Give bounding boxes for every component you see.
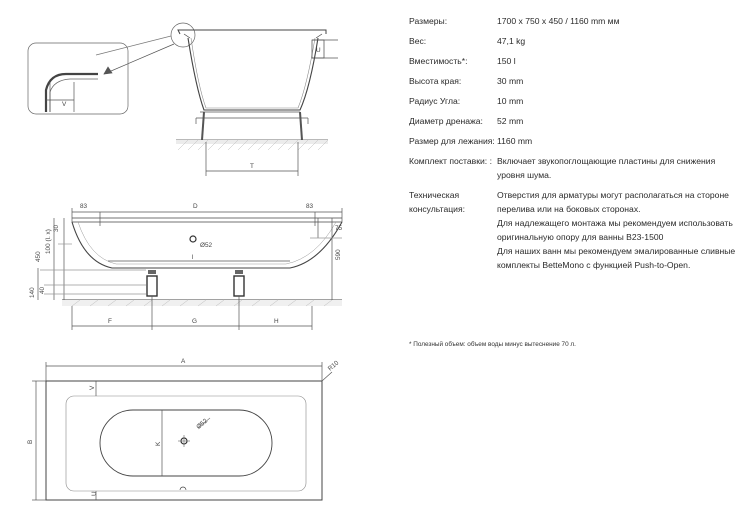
spec-value: Включает звукопоглощающие пластины для снижения уровня шума. (497, 156, 716, 180)
spec-label: Размер для лежания: (409, 136, 495, 146)
side-100-label: 100 (l. x) (45, 229, 52, 254)
side-d-label: D (193, 203, 198, 210)
spec-value: 10 mm (497, 96, 524, 106)
spec-label: Вес: (409, 36, 427, 46)
spec-row-size (409, 14, 739, 28)
spec-row-drain (409, 114, 739, 128)
side-30-label: 30 (53, 224, 60, 232)
side-83-left-label: 83 (80, 203, 88, 210)
detail-v-label: V (62, 101, 67, 108)
side-40-label: 40 (39, 286, 46, 294)
spec-row-kit (409, 154, 739, 182)
spec-label: Высота края: (409, 76, 462, 86)
top-a-label: A (181, 358, 186, 365)
top-drain-label: Ø52 (195, 417, 210, 431)
spec-value: 150 l (497, 56, 516, 66)
top-u-label: U (91, 491, 98, 496)
side-83-right-label: 83 (306, 203, 314, 210)
consult-line: Для надлежащего монтажа мы рекомендуем использовать оригинальную опору для ванны B23-1500 (497, 218, 733, 242)
spec-value: 30 mm (497, 76, 524, 86)
top-k-label: K (155, 441, 162, 446)
spec-value: 47,1 kg (497, 36, 526, 46)
side-590-label: 590 (335, 249, 342, 260)
spec-label: Техническая консультация: (409, 190, 465, 214)
spec-label: Диаметр дренажа: (409, 116, 483, 126)
side-drain-label: Ø52 (200, 242, 213, 249)
footnote: * Полезный объем: объем воды минус вытеснение 70 л. (409, 341, 576, 348)
spec-row-volume (409, 54, 739, 68)
side-h-label: H (274, 318, 279, 325)
spec-row-radius (409, 94, 739, 108)
spec-label: Комплект поставки: : (409, 156, 492, 166)
side-view (38, 208, 342, 330)
spec-value: 1160 mm (497, 136, 533, 146)
front-u-label: U (316, 47, 321, 54)
side-75-label: 75 (335, 225, 343, 232)
consult-line: Отверстия для арматуры могут располагаться на стороне перелива или на боковых сторонах. (497, 190, 729, 214)
spec-row-rim (409, 74, 739, 88)
spec-value: 1700 x 750 x 450 / 1160 mm мм (497, 16, 620, 26)
front-view (176, 30, 338, 176)
spec-row-lying (409, 134, 739, 148)
spec-row-weight (409, 34, 739, 48)
spec-value (497, 188, 739, 272)
spec-row-consult (409, 188, 739, 272)
side-g-label: G (192, 318, 197, 325)
side-450-label: 450 (35, 251, 42, 262)
top-view (32, 362, 332, 500)
top-r10-label: R10 (326, 359, 341, 373)
consult-line: Для наших ванн мы рекомендуем эмалированные сливные комплекты BetteMono с функцией Push-to-Open. (497, 246, 736, 270)
front-t-label: T (250, 163, 254, 170)
side-l-label: l (192, 254, 194, 261)
top-b-label: B (27, 439, 34, 444)
spec-label: Вместимость*: (409, 56, 468, 66)
spec-label: Радиус Угла: (409, 96, 461, 106)
detail-view (28, 23, 195, 114)
top-v-label: V (89, 385, 96, 390)
side-f-label: F (108, 318, 112, 325)
spec-value: 52 mm (497, 116, 524, 126)
spec-label: Размеры: (409, 16, 448, 26)
side-140-label: 140 (29, 287, 36, 298)
spec-table (409, 14, 739, 278)
